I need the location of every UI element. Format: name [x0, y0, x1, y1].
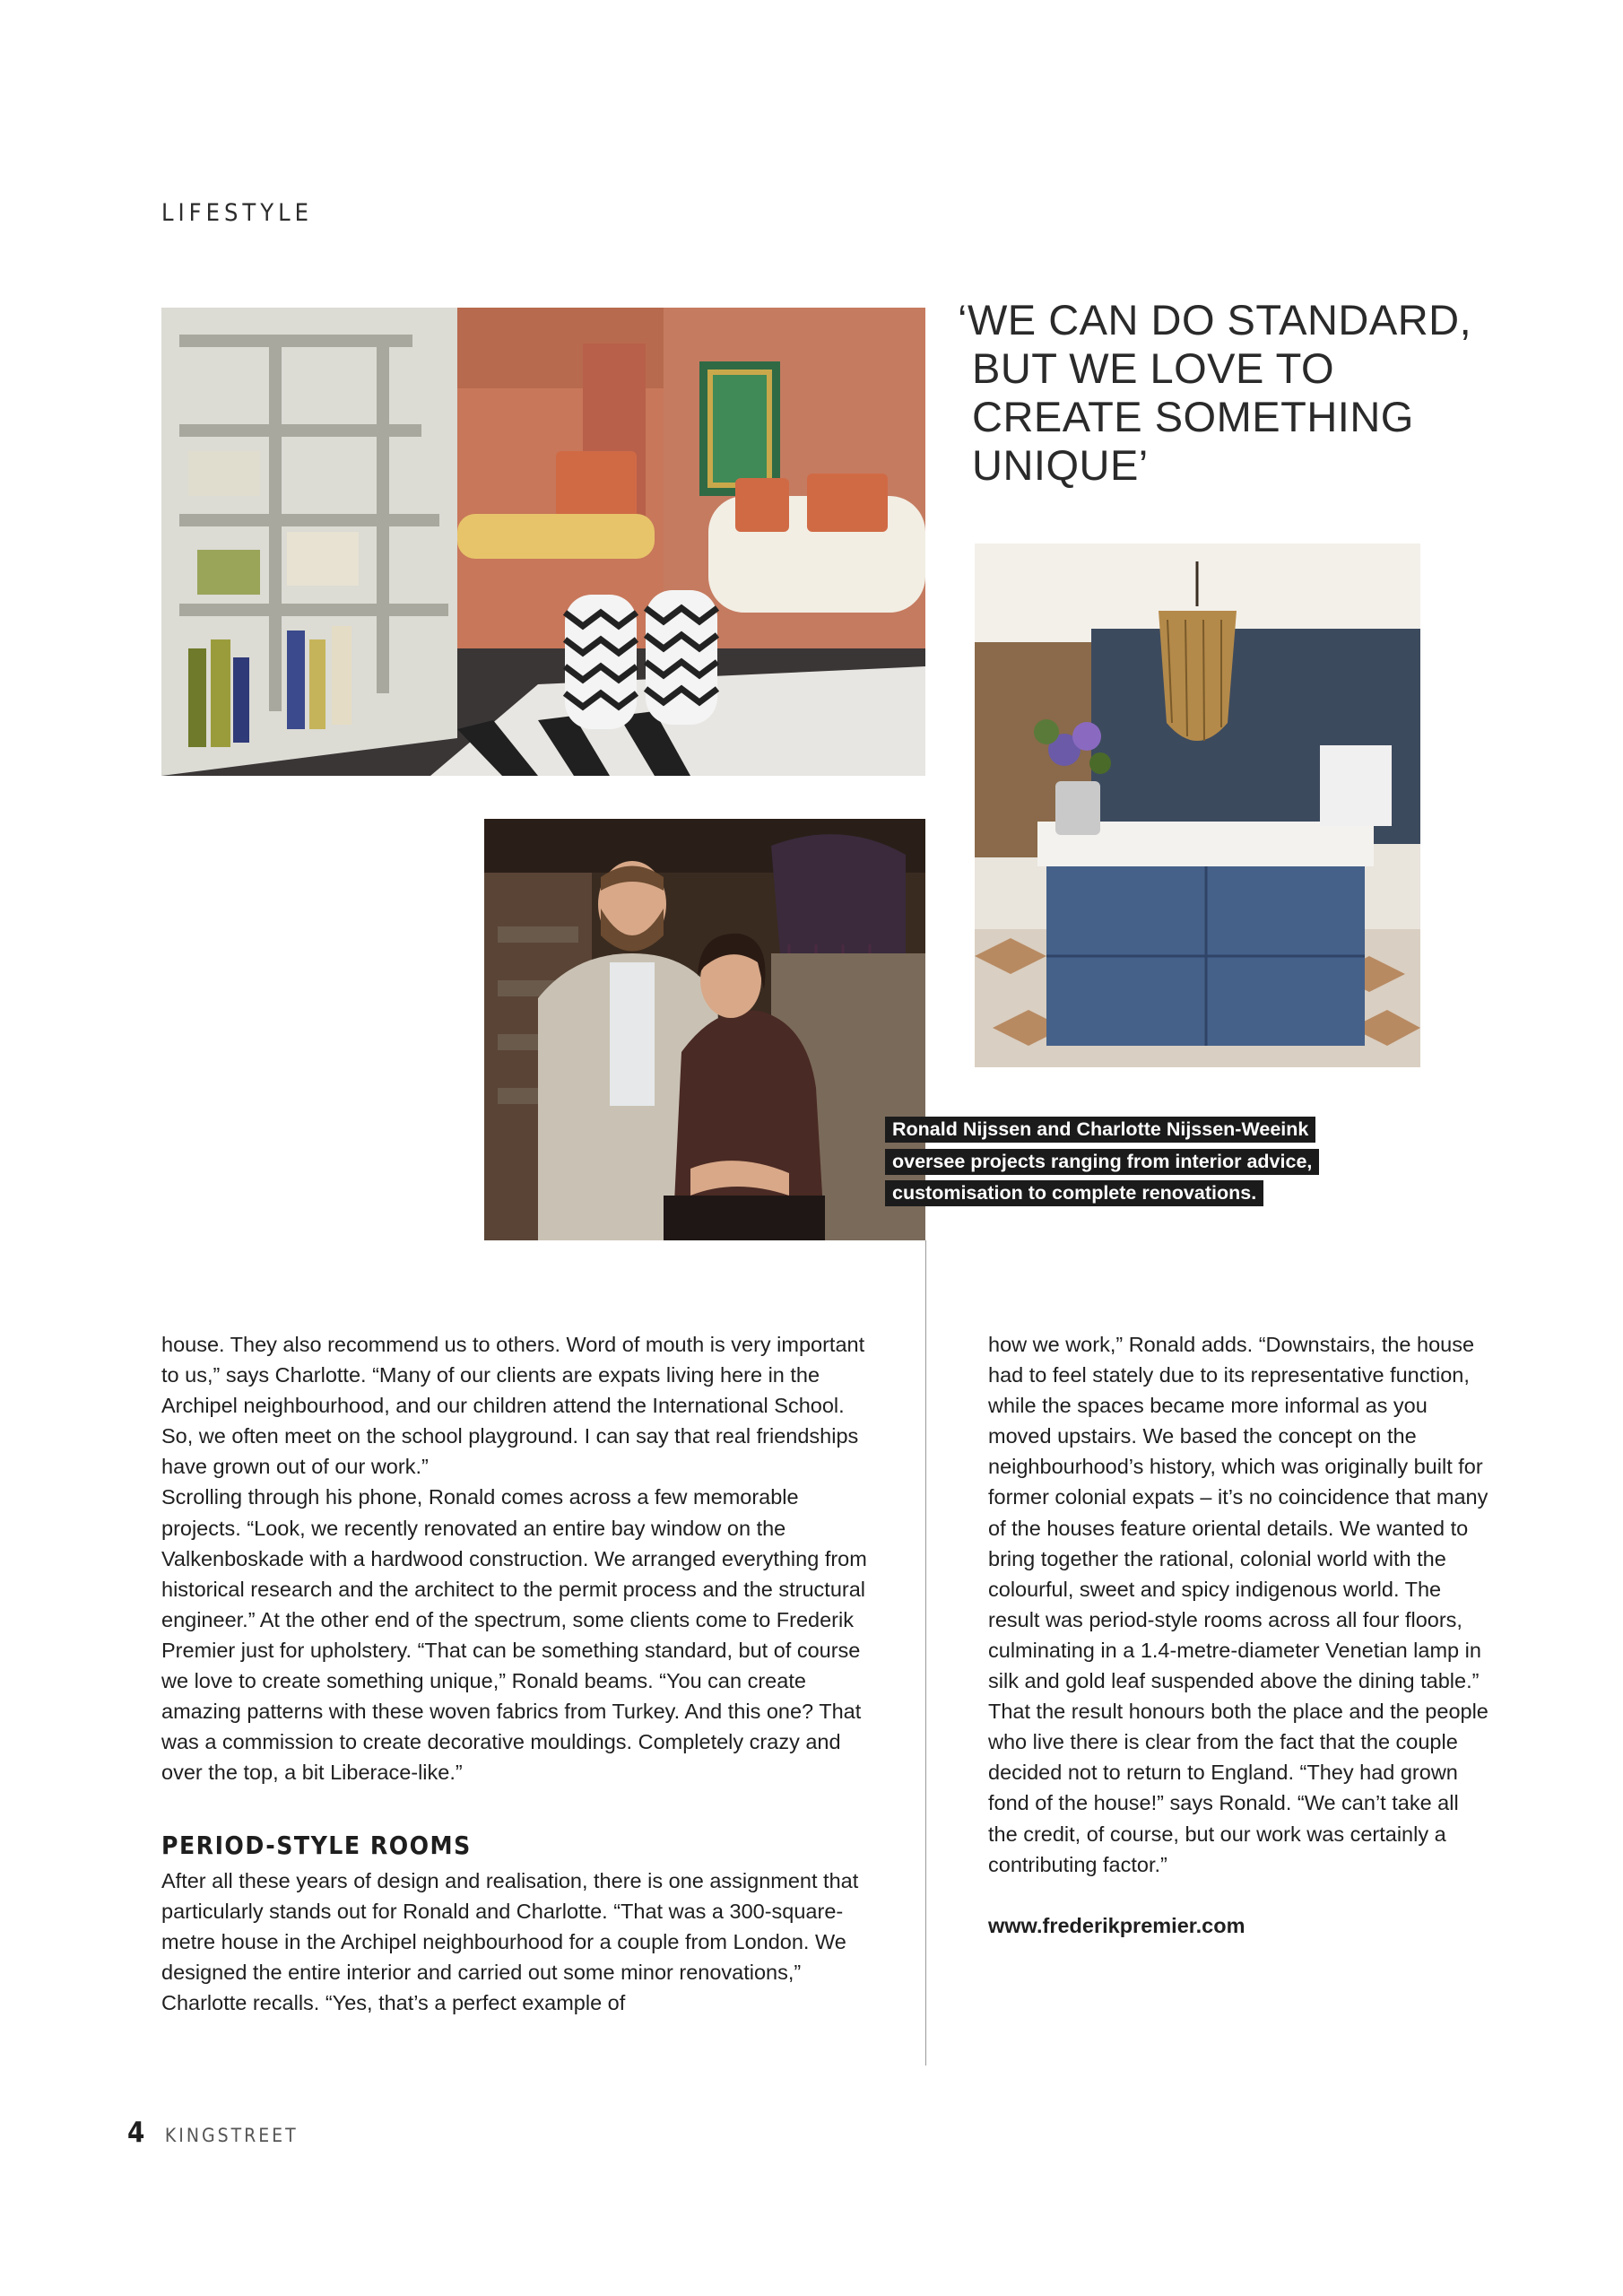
article-paragraph: house. They also recommend us to others. Word of mouth is very important to us,” says Charlotte. “Many of our clients are expats living here in the Archipel neighbourhood, and our children attend the International School. So, we often meet on the school playground. I can say that real friendships have grown out of our work.”: [161, 1333, 865, 1479]
caption-line: oversee projects ranging from interior advice,: [885, 1149, 1319, 1175]
article-column-left: [161, 1329, 870, 2018]
column-divider: [925, 1240, 926, 2066]
magazine-name: KINGSTREET: [164, 2125, 299, 2146]
pull-quote-line: CREATE SOMETHING: [972, 393, 1414, 440]
caption-line: Ronald Nijssen and Charlotte Nijssen-Weeink: [885, 1117, 1315, 1143]
pull-quote-line: UNIQUE’: [972, 441, 1149, 489]
article-paragraph: how we work,” Ronald adds. “Downstairs, the house had to feel stately due to its representative function, while the spaces became more informal as you moved upstairs. We based the concept on the neighbourhood’s history, which was originally built for former colonial expats – it’s no coincidence that many of the houses feature oriental details. We wanted to bring together the rational, colonial world with the colourful, sweet and spicy indigenous world. The result was period-style rooms across all four floors, culminating in a 1.4-metre-diameter Venetian lamp in silk and gold leaf suspended above the dining table.”: [988, 1333, 1488, 1693]
page-footer: [127, 2117, 299, 2149]
website-link[interactable]: www.frederikpremier.com: [988, 1913, 1245, 1937]
section-subheading: PERIOD-STYLE ROOMS: [161, 1831, 472, 1861]
article-paragraph: That the result honours both the place and the people who live there is clear from the fact that the couple decided not to return to England. “They had grown fond of the house!” says Ronald. “We can’t take all the credit, of course, but our work was certainly a contributing factor.”: [988, 1700, 1488, 1876]
photo-caption: [885, 1114, 1387, 1210]
article-column-right: [988, 1329, 1490, 1941]
caption-line: customisation to complete renovations.: [885, 1180, 1263, 1206]
page-number: 4: [127, 2117, 145, 2149]
pull-quote-line: BUT WE LOVE TO: [972, 344, 1334, 392]
article-paragraph: After all these years of design and realisation, there is one assignment that particularly stands out for Ronald and Charlotte. “That was a 300-square-metre house in the Archipel neighbourhood for a couple from London. We designed the entire interior and carried out some minor renovations,” Charlotte recalls. “Yes, that’s a perfect example of: [161, 1868, 859, 2014]
section-label: LIFESTYLE: [161, 199, 313, 227]
showroom-living-photo: [161, 308, 925, 776]
pull-quote: [958, 296, 1532, 490]
founders-portrait-photo: [484, 819, 925, 1240]
pull-quote-line: ‘WE CAN DO STANDARD,: [958, 296, 1472, 344]
showroom-kitchen-photo: [975, 544, 1420, 1067]
article-paragraph: Scrolling through his phone, Ronald comes across a few memorable projects. “Look, we recently renovated an entire bay window on the Valkenboskade with a hardwood construction. We arranged everything from historical research and the architect to the permit process and the structural engineer.” At the other end of the spectrum, some clients come to Frederik Premier just for upholstery. “That can be something standard, but of course we love to create something unique,” Ronald beams. “You can create amazing patterns with these woven fabrics from Turkey. And this one? That was a commission to create decorative mouldings. Completely crazy and over the top, a bit Liberace-like.”: [161, 1485, 867, 1785]
